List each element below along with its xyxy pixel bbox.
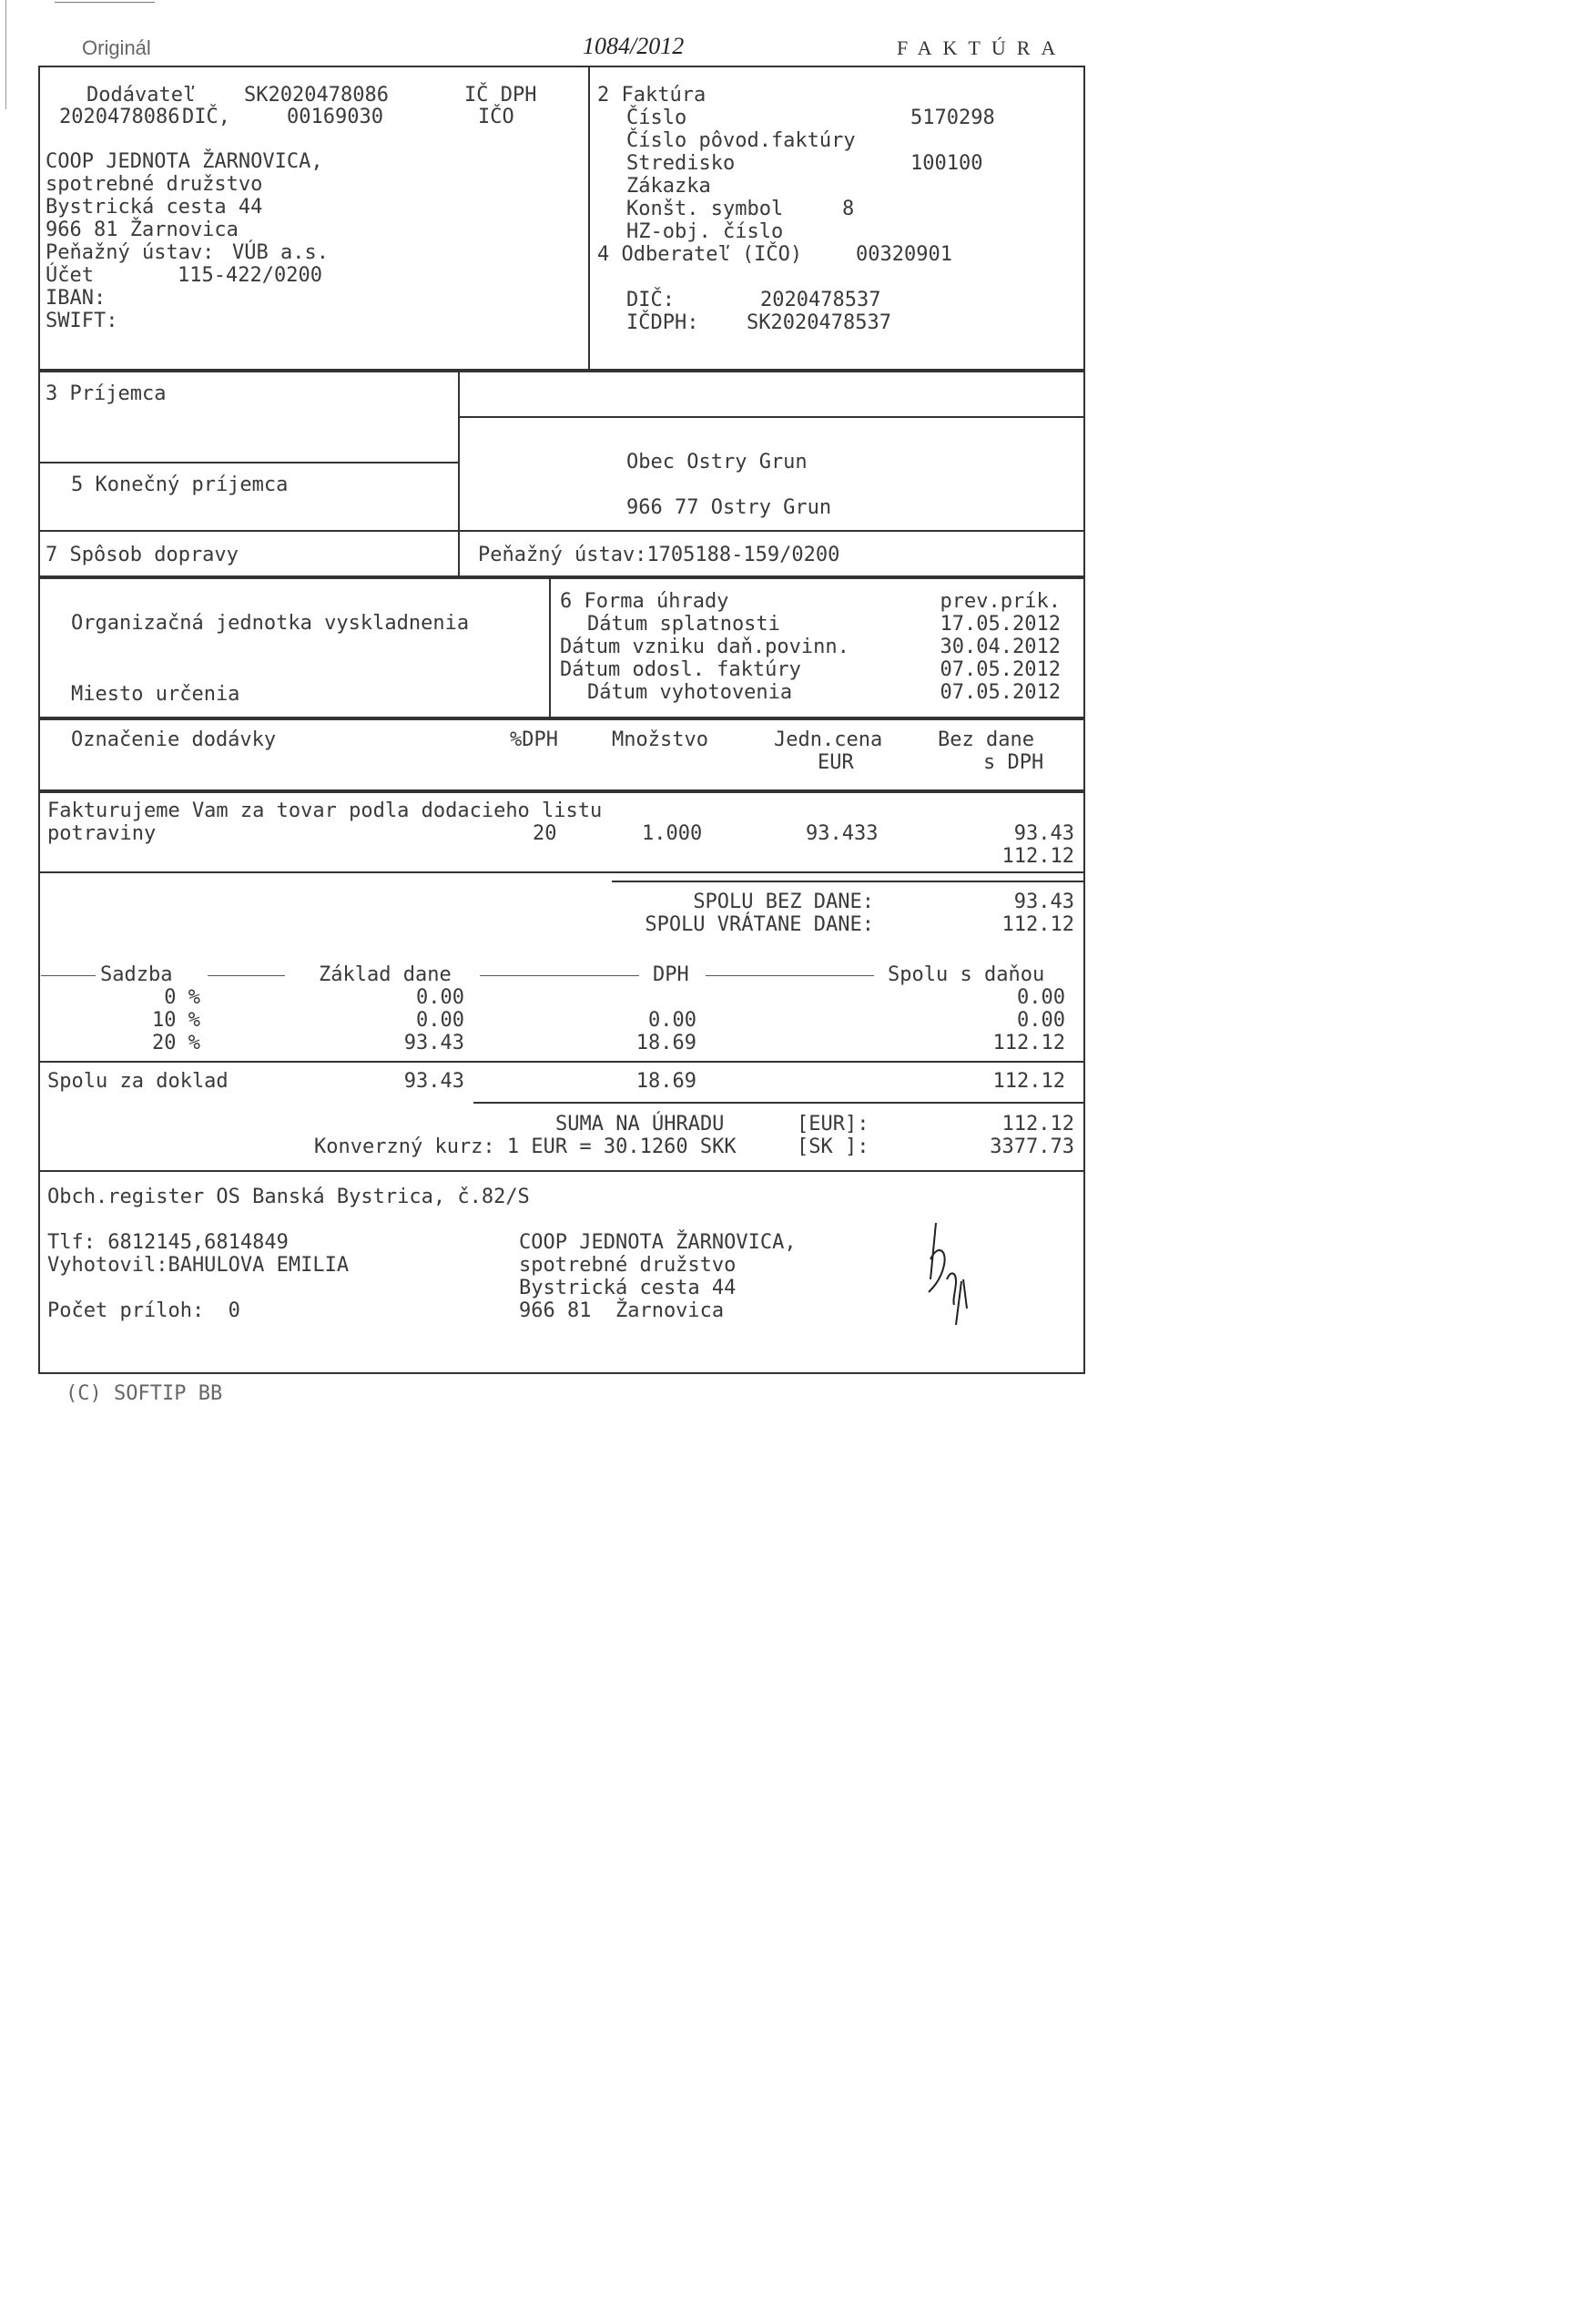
subtotal-gross-value: 112.12 — [1001, 913, 1074, 936]
vat-header-rate: Sadzba — [100, 963, 173, 986]
document-title: FAKTÚRA — [897, 36, 1067, 59]
footer-company-street: Bystrická cesta 44 — [519, 1277, 737, 1299]
footer-company-name: COOP JEDNOTA ŽARNOVICA, — [519, 1231, 797, 1254]
subtotal-top-line — [612, 881, 1085, 882]
vat-row-rate: 10 % — [152, 1009, 200, 1032]
supplier-iban-label: IBAN: — [46, 287, 107, 310]
software-copyright: (C) SOFTIP BB — [66, 1382, 223, 1405]
receiver-label: 3 Príjemca — [46, 382, 167, 405]
invoice-center-value: 100100 — [910, 152, 983, 175]
supplier-street: Bystrická cesta 44 — [46, 196, 263, 219]
invoice-dic-value: 2020478537 — [760, 289, 881, 311]
supplier-icdph-value: SK2020478086 — [244, 84, 389, 107]
supplier-name: COOP JEDNOTA ŽARNOVICA, — [46, 150, 323, 173]
payment-divider — [549, 577, 551, 718]
subtotal-net-label: SPOLU BEZ DANE: — [693, 891, 874, 913]
items-unit-price-header: Jedn.cena — [774, 728, 883, 751]
invoice-section-label: 2 Faktúra — [597, 84, 707, 107]
due-date-label: Dátum splatnosti — [587, 613, 780, 636]
supplier-ico-label: IČO — [478, 106, 514, 128]
supplier-icdph-label: IČ DPH — [464, 84, 537, 107]
invoice-center-label: Stredisko — [626, 152, 736, 175]
vat-header-vat: DPH — [653, 963, 689, 986]
vat-header-base: Základ dane — [319, 963, 452, 986]
payment-form-value: prev.prík. — [940, 590, 1061, 613]
subtotal-net-value: 93.43 — [1013, 891, 1074, 913]
vat-row-total: 0.00 — [1017, 986, 1065, 1009]
transport-label: 7 Spôsob dopravy — [46, 544, 239, 566]
invoice-icdph-value: SK2020478537 — [747, 311, 891, 334]
vat-row-vat: 0.00 — [648, 1009, 696, 1032]
invoice-const-symbol-label: Konšt. symbol — [626, 198, 784, 220]
supplier-account-label: Účet — [46, 264, 94, 287]
sent-date-value: 07.05.2012 — [940, 658, 1061, 681]
sent-date-label: Dátum odosl. faktúry — [560, 658, 801, 681]
vat-rule-1 — [41, 975, 96, 976]
recipient-divider — [458, 371, 460, 577]
supplier-city: 966 81 Žarnovica — [46, 219, 239, 241]
attachments-count: Počet príloh: 0 — [47, 1299, 240, 1322]
invoice-const-symbol-value: 8 — [842, 198, 855, 220]
item-unit-price: 93.433 — [806, 822, 879, 845]
footer-top-line — [38, 1170, 1085, 1172]
items-intro: Fakturujeme Vam za tovar podla dodacieho listu — [47, 799, 603, 822]
receiver-line — [38, 462, 458, 463]
amount-due-value: 112.12 — [1001, 1113, 1074, 1136]
supplier-bank-label: Peňažný ústav: — [46, 241, 215, 264]
recipient-bank: Peňažný ústav:1705188-159/0200 — [478, 544, 840, 566]
vat-rule-2 — [208, 975, 285, 976]
item-name: potraviny — [47, 822, 157, 845]
scan-edge-mark — [5, 0, 6, 109]
invoice-number-label: Číslo — [626, 107, 687, 129]
issued-date-value: 07.05.2012 — [940, 681, 1061, 704]
items-net-header: Bez dane — [938, 728, 1034, 751]
item-net: 93.43 — [1013, 822, 1074, 845]
doc-total-sum: 112.12 — [992, 1070, 1065, 1093]
vat-rule-4 — [706, 975, 874, 976]
amount-due-currency: [EUR]: — [797, 1113, 869, 1136]
invoice-customer-ico: 00320901 — [856, 243, 952, 266]
recipient-inner-line — [458, 416, 1085, 418]
item-gross: 112.12 — [1001, 845, 1074, 868]
supplier-swift-label: SWIFT: — [46, 310, 118, 332]
vat-row-total: 112.12 — [992, 1032, 1065, 1054]
supplier-account-value: 115-422/0200 — [178, 264, 322, 287]
invoice-order-label: Zákazka — [626, 175, 711, 198]
items-qty-header: Množstvo — [612, 728, 708, 751]
tax-point-value: 30.04.2012 — [940, 636, 1061, 658]
invoice-hz-label: HZ-obj. číslo — [626, 220, 784, 243]
conversion-value: 3377.73 — [990, 1136, 1074, 1158]
signature-scribble — [901, 1216, 992, 1334]
conversion-currency: [SK ]: — [797, 1136, 869, 1158]
payment-form-label: 6 Forma úhrady — [560, 590, 729, 613]
supplier-dic-value: 2020478086 — [59, 106, 180, 128]
supplier-ico-value: 00169030 — [287, 106, 383, 128]
final-recipient-line — [38, 530, 458, 532]
doc-total-base: 93.43 — [403, 1070, 464, 1093]
amount-due-top-line — [473, 1102, 1085, 1104]
supplier-type: spotrebné družstvo — [46, 173, 263, 196]
vat-row-base: 93.43 — [403, 1032, 464, 1054]
vat-rule-3 — [480, 975, 639, 976]
invoice-orig-label: Číslo pôvod.faktúry — [626, 129, 856, 152]
items-vat-header: %DPH — [510, 728, 558, 751]
vat-row-base: 0.00 — [416, 986, 464, 1009]
final-recipient-label: 5 Konečný príjemca — [71, 474, 289, 496]
vat-row-base: 0.00 — [416, 1009, 464, 1032]
item-vat: 20 — [533, 822, 557, 845]
recipient-city: 966 77 Ostry Grun — [626, 496, 832, 519]
footer-company-type: spotrebné družstvo — [519, 1254, 737, 1277]
amount-due-label: SUMA NA ÚHRADU — [555, 1113, 725, 1136]
vat-row-rate: 20 % — [152, 1032, 200, 1054]
supplier-label: Dodávateľ — [86, 84, 196, 107]
doc-total-top-line — [38, 1061, 1085, 1063]
vat-row-rate: 0 % — [164, 986, 200, 1009]
tax-point-label: Dátum vzniku daň.povinn. — [560, 636, 849, 658]
supplier-bank-value: VÚB a.s. — [232, 241, 329, 264]
issued-date-label: Dátum vyhotovenia — [587, 681, 793, 704]
invoice-icdph-label: IČDPH: — [626, 311, 699, 334]
invoice-dic-label: DIČ: — [626, 289, 675, 311]
company-phone: Tlf: 6812145,6814849 — [47, 1231, 289, 1254]
issued-by: Vyhotovil:BAHULOVA EMILIA — [47, 1254, 350, 1277]
handwritten-doc-number: 1084/2012 — [583, 33, 685, 59]
original-label: Originál — [82, 36, 151, 59]
recipient-name: Obec Ostry Grun — [626, 451, 808, 474]
recipient-address-bottom — [458, 530, 1085, 532]
invoice-customer-label: 4 Odberateľ (IČO) — [597, 243, 803, 266]
due-date-value: 17.05.2012 — [940, 613, 1061, 636]
org-unit-label: Organizačná jednotka vyskladnenia — [71, 612, 470, 635]
doc-total-label: Spolu za doklad — [47, 1070, 229, 1093]
vat-header-total: Spolu s daňou — [888, 963, 1045, 986]
doc-total-vat: 18.69 — [635, 1070, 696, 1093]
items-separator — [38, 871, 1085, 873]
items-net-sub: s DPH — [983, 751, 1044, 774]
vat-row-vat: 18.69 — [635, 1032, 696, 1054]
scan-edge-mark — [55, 2, 155, 3]
company-register: Obch.register OS Banská Bystrica, č.82/S — [47, 1186, 530, 1208]
vat-row-total: 0.00 — [1017, 1009, 1065, 1032]
subtotal-gross-label: SPOLU VRÁTANE DANE: — [645, 913, 874, 936]
supplier-dic-label: DIČ, — [182, 106, 230, 128]
items-unit-price-currency: EUR — [818, 751, 854, 774]
invoice-number-value: 5170298 — [910, 107, 995, 129]
conversion-label: Konverzný kurz: 1 EUR = 30.1260 SKK — [314, 1136, 737, 1158]
footer-company-city: 966 81 Žarnovica — [519, 1299, 725, 1322]
top-section-divider — [588, 66, 590, 371]
item-qty: 1.000 — [642, 822, 703, 845]
items-desc-header: Označenie dodávky — [71, 728, 277, 751]
destination-label: Miesto určenia — [71, 683, 240, 706]
